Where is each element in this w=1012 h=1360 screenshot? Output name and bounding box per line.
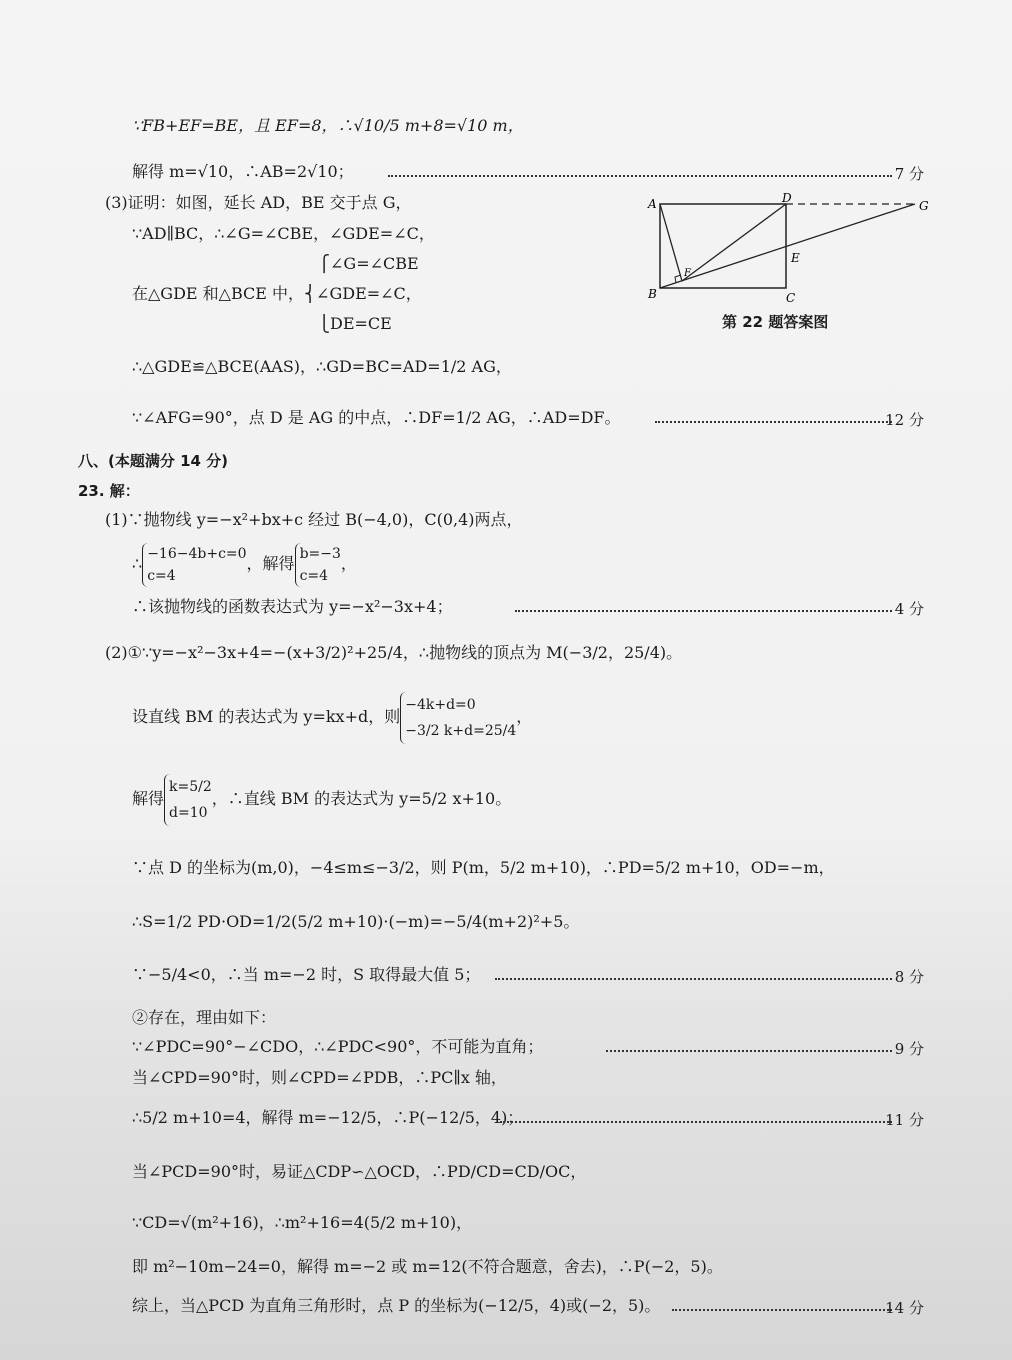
equation: −16−4b+c=0 [147,545,247,562]
text-fragment: 设直线 BM 的表达式为 y=kx+d，则 [132,707,401,726]
score-label: 9 分 [894,1040,924,1058]
text-fragment: ，解得 [246,554,295,573]
segment-bg [660,204,915,288]
text-line: ∵−5/4<0，∴当 m=−2 时，S 取得最大值 5； [132,965,481,984]
segment-df [682,204,786,281]
point-label-a: A [648,197,657,211]
equation: b=−3 [299,545,341,562]
equation: d=10 [169,804,208,821]
equation: c=4 [299,567,329,584]
text-line: ⎧∠G=∠CBE [318,254,419,273]
equation: −4k+d=0 [405,696,476,713]
equation-system [295,543,341,587]
text-fragment: ， [340,554,357,573]
text-line: ∵点 D 的坐标为(m,0)，−4≤m≤−3/2，则 P(m，5/2 m+10)，∴PD=5/2 m+10，OD=−m， [132,858,835,877]
text-line: (2)①∵y=−x²−3x+4=−(x+3/2)²+25/4，∴抛物线的顶点为 M(−3/2，25/4)。 [105,643,683,662]
text-fragment: ∴ [132,554,143,573]
score-leader [515,610,892,612]
segment-af [660,204,682,281]
point-label-b: B [648,287,657,301]
text-line: ∴该抛物线的函数表达式为 y=−x²−3x+4； [132,597,453,616]
figure-caption: 第 22 题答案图 [722,313,829,331]
text-line: ∵∠AFG=90°，点 D 是 AG 的中点，∴DF=1/2 AG，∴AD=DF。 [132,408,621,427]
text-fragment: 解得 [132,789,165,808]
text-line: ∵CD=√(m²+16)，∴m²+16=4(5/2 m+10)， [132,1213,473,1232]
text-line: ⎩DE=CE [318,314,392,333]
text-line: ∴5/2 m+10=4，解得 m=−12/5，∴P(−12/5，4)； [132,1108,524,1127]
score-leader [606,1050,892,1052]
point-label-d: D [782,191,792,205]
equation: c=4 [147,567,176,584]
text-line: 在△GDE 和△BCE 中，⎨∠GDE=∠C， [132,284,422,303]
text-fragment: ，∴直线 BM 的表达式为 y=5/2 x+10。 [211,789,512,808]
score-label: 7 分 [894,165,924,183]
equation-system [142,543,246,587]
score-leader [672,1309,892,1311]
text-fragment: ， [516,707,533,726]
score-leader [388,175,892,177]
equation-system [164,774,212,826]
text-line: ∴△GDE≌△BCE(AAS)，∴GD=BC=AD=1/2 AG， [132,357,512,376]
score-label: 12 分 [885,411,924,429]
text-line: ②存在，理由如下： [132,1008,277,1027]
text-line: ∵∠PDC=90°−∠CDO，∴∠PDC<90°，不可能为直角； [132,1037,544,1056]
point-label-e: E [791,251,800,265]
question-number: 23. 解： [78,482,140,500]
score-leader [655,421,892,423]
equation-system-line [132,540,357,588]
text-line: 综上，当△PCD 为直角三角形时，点 P 的坐标为(−12/5，4)或(−2，5)。 [132,1296,661,1315]
point-label-c: C [786,291,796,305]
section-heading: 八、(本题满分 14 分) [78,452,229,470]
text-line: ∴S=1/2 PD·OD=1/2(5/2 m+10)·(−m)=−5/4(m+2)²+5。 [132,912,580,931]
score-label: 14 分 [885,1299,924,1317]
score-label: 11 分 [885,1111,924,1129]
score-label: 8 分 [894,968,924,986]
text-line: 当∠CPD=90°时，则∠CPD=∠PDB，∴PC∥x 轴， [132,1068,507,1087]
text-line: 即 m²−10m−24=0，解得 m=−2 或 m=12(不符合题意，舍去)，∴P(−2，5)。 [132,1257,723,1276]
equation: −3/2 k+d=25/4 [405,722,517,739]
text-line: ∵FB+EF=BE，且 EF=8，∴√10/5 m+8=√10 m， [132,116,524,135]
equation-system-line [132,690,532,744]
score-label: 4 分 [894,600,924,618]
text-line: ∵AD∥BC，∴∠G=∠CBE，∠GDE=∠C， [132,224,435,243]
text-line: 解得 m=√10，∴AB=2√10； [132,162,354,181]
point-label-g: G [919,199,929,213]
point-label-f: F [684,268,691,279]
equation-system-line [132,772,511,826]
geometry-figure [640,190,940,310]
equation-system [400,692,516,744]
text-line: (1)∵抛物线 y=−x²+bx+c 经过 B(−4,0)，C(0,4)两点， [105,510,523,529]
score-leader [495,978,892,980]
text-line: 当∠PCD=90°时，易证△CDP∽△OCD，∴PD/CD=CD/OC， [132,1162,587,1181]
equation: k=5/2 [169,778,212,795]
score-leader [500,1121,892,1123]
text-line: (3)证明：如图，延长 AD，BE 交于点 G， [105,193,412,212]
